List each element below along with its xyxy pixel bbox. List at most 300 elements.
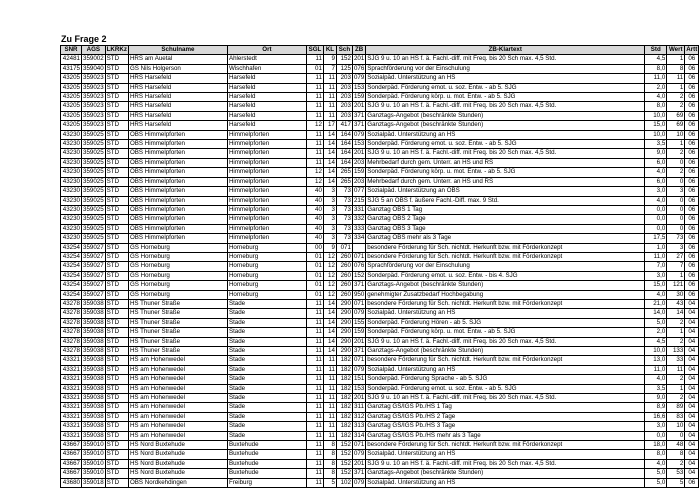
cell-zb: 201 — [353, 337, 365, 345]
cell-ort: Himmelpforten — [227, 215, 306, 224]
cell-lkrkz: STD — [105, 309, 128, 318]
cell-artt: 04 — [685, 328, 699, 337]
cell-ags: 359038 — [83, 337, 104, 345]
cell-sgl: 11 — [306, 384, 323, 393]
cell-wert: 2 — [667, 375, 685, 384]
cell-std: 4,0 — [645, 196, 667, 205]
cell-sch: 73 — [336, 196, 352, 205]
cell-kl: 3 — [323, 196, 336, 205]
cell-wert: 69 — [667, 111, 685, 120]
cell-artt: 04 — [685, 412, 699, 421]
cell-sch: 203 — [336, 111, 352, 120]
cell-sgl: 40 — [306, 234, 323, 243]
cell-lkrkz: STD — [105, 252, 128, 261]
cell-snr: 43680 — [61, 478, 82, 487]
cell-schulname: HS Nord Buxtehude — [128, 459, 227, 468]
cell-zb-klartext: Sozialpäd. Unterstützung an HS — [366, 478, 645, 487]
cell-lkrkz: STD — [105, 394, 128, 403]
cell-artt: 06 — [685, 111, 699, 120]
table-row — [61, 403, 699, 412]
cell-zb-klartext: Ganztag GS/IGS Pb./HS 3 Tage — [366, 422, 645, 431]
cell-ags: 359023 — [83, 111, 104, 119]
cell-ort: Himmelpforten — [227, 158, 306, 167]
cell-schulname: HS am Hohenwedel — [128, 431, 227, 440]
cell-zb: 314 — [353, 431, 365, 439]
table-row — [61, 196, 699, 205]
cell-ags: 359038 — [83, 347, 104, 354]
cell-wert: 2 — [667, 318, 685, 327]
cell-zb-klartext: besondere Förderung für Sch. nichtdt. Herkunft bzw. mit Förderkonzept — [366, 441, 645, 450]
cell-schulname: HS am Hohenwedel — [128, 403, 227, 412]
cell-kl: 12 — [323, 262, 336, 271]
cell-ags: 359023 — [83, 121, 104, 129]
table-row — [61, 394, 699, 403]
cell-kl: 14 — [323, 347, 336, 356]
cell-sch: 260 — [336, 290, 352, 299]
column-header-snr: SNR — [61, 46, 82, 55]
cell-schulname: HRS Harsefeld — [128, 74, 227, 83]
cell-lkrkz: STD — [105, 459, 128, 468]
cell-kl: 14 — [323, 318, 336, 327]
cell-artt: 04 — [685, 403, 699, 412]
cell-zb-klartext: Sozialpäd. Unterstützung an HS — [366, 74, 645, 83]
cell-sgl: 11 — [306, 102, 323, 111]
cell-sgl: 01 — [306, 262, 323, 271]
cell-std: 13,0 — [645, 356, 667, 365]
cell-snr: 43205 — [61, 93, 82, 102]
cell-snr: 43278 — [61, 328, 82, 337]
cell-sch: 182 — [336, 394, 352, 403]
cell-artt: 04 — [685, 469, 699, 478]
table-row — [61, 74, 699, 83]
cell-snr: 43321 — [61, 403, 82, 412]
cell-snr: 43205 — [61, 111, 82, 120]
cell-artt: 06 — [685, 83, 699, 92]
cell-sch: 290 — [336, 309, 352, 318]
cell-sgl: 01 — [306, 271, 323, 280]
cell-ort: Stade — [227, 375, 306, 384]
cell-artt: 04 — [685, 450, 699, 459]
cell-schulname: GS Horneburg — [128, 281, 227, 290]
cell-kl: 8 — [323, 459, 336, 468]
cell-zb-klartext: besondere Förderung für Sch. nichtdt. Herkunft bzw. mit Förderkonzept — [366, 252, 645, 261]
cell-wert: 83 — [667, 412, 685, 421]
cell-snr: 43254 — [61, 243, 82, 252]
cell-lkrkz: STD — [105, 375, 128, 384]
cell-snr: 43230 — [61, 149, 82, 158]
cell-snr: 43205 — [61, 121, 82, 130]
cell-snr: 43667 — [61, 459, 82, 468]
table-row — [61, 365, 699, 374]
table-row — [61, 102, 699, 111]
cell-zb: 201 — [353, 459, 365, 467]
cell-ags: 359010 — [83, 459, 104, 467]
cell-lkrkz: STD — [105, 469, 128, 478]
cell-ags: 359025 — [83, 224, 104, 232]
cell-zb-klartext: besondere Förderung für Sch. nichtdt. Herkunft bzw. mit Förderkonzept — [366, 299, 645, 308]
cell-artt: 06 — [685, 121, 699, 130]
table-row — [61, 271, 699, 280]
cell-wert: 14 — [667, 309, 685, 318]
cell-sgl: 11 — [306, 93, 323, 102]
cell-std: 1,0 — [645, 243, 667, 252]
table-row — [61, 187, 699, 196]
table-row — [61, 281, 699, 290]
cell-sgl: 12 — [306, 121, 323, 130]
cell-ort: Harsefeld — [227, 93, 306, 102]
cell-kl: 14 — [323, 168, 336, 177]
column-header-ort: Ort — [227, 46, 306, 55]
cell-snr: 43230 — [61, 224, 82, 233]
cell-snr: 43230 — [61, 187, 82, 196]
cell-lkrkz: STD — [105, 130, 128, 139]
cell-ort: Himmelpforten — [227, 177, 306, 186]
cell-wert: 8 — [667, 64, 685, 73]
cell-artt: 04 — [685, 347, 699, 356]
cell-zb-klartext: Sonderpäd. Förderung emot. u. soz. Entw. - ab 5. SJG — [366, 384, 645, 393]
cell-snr: 43278 — [61, 318, 82, 327]
cell-wert: 121 — [667, 281, 685, 290]
cell-lkrkz: STD — [105, 450, 128, 459]
table-row — [61, 431, 699, 440]
cell-ort: Horneburg — [227, 262, 306, 271]
cell-sch: 260 — [336, 271, 352, 280]
cell-lkrkz: STD — [105, 347, 128, 356]
cell-std: 3,5 — [645, 384, 667, 393]
cell-ags: 359038 — [83, 422, 104, 430]
cell-sch: 152 — [336, 469, 352, 478]
cell-lkrkz: STD — [105, 83, 128, 92]
table-row — [61, 318, 699, 327]
cell-artt: 04 — [685, 337, 699, 346]
column-header-artt: Artt — [686, 46, 698, 53]
cell-ags: 359038 — [83, 431, 104, 439]
cell-wert: 1 — [667, 83, 685, 92]
cell-std: 21,0 — [645, 299, 667, 308]
cell-artt: 06 — [685, 130, 699, 139]
table-row — [61, 384, 699, 393]
cell-zb-klartext: Sonderpäd. Förderung körp. u. mot. Entw. - ab 5. SJG — [366, 168, 645, 177]
cell-snr: 43254 — [61, 271, 82, 280]
cell-std: 6,0 — [645, 158, 667, 167]
cell-zb-klartext: SJG 9 u. 10 an HS f. ä. Fachl.-diff. mit Freq. bis 20 Sch max. 4,5 Std. — [366, 459, 645, 468]
cell-schulname: OBS Nordkehdingen — [128, 478, 227, 487]
cell-schulname: OBS Himmelpforten — [128, 234, 227, 243]
cell-std: 7,0 — [645, 262, 667, 271]
cell-artt: 06 — [685, 271, 699, 280]
cell-sch: 290 — [336, 318, 352, 327]
cell-snr: 43667 — [61, 450, 82, 459]
cell-kl: 14 — [323, 177, 336, 186]
cell-lkrkz: STD — [105, 74, 128, 83]
cell-sgl: 11 — [306, 459, 323, 468]
table-row — [61, 252, 699, 261]
cell-lkrkz: STD — [105, 177, 128, 186]
table-row — [61, 234, 699, 243]
table-row — [61, 83, 699, 92]
cell-sgl: 11 — [306, 111, 323, 120]
cell-wert: 1 — [667, 140, 685, 149]
cell-wert: 89 — [667, 403, 685, 412]
cell-snr: 43321 — [61, 375, 82, 384]
cell-snr: 43321 — [61, 431, 82, 440]
cell-lkrkz: STD — [105, 215, 128, 224]
cell-sgl: 11 — [306, 299, 323, 308]
cell-sgl: 11 — [306, 55, 323, 64]
cell-schulname: OBS Himmelpforten — [128, 187, 227, 196]
cell-zb: 334 — [353, 234, 365, 242]
cell-wert: 1 — [667, 328, 685, 337]
cell-lkrkz: STD — [105, 412, 128, 421]
cell-lkrkz: STD — [105, 431, 128, 440]
cell-artt: 04 — [685, 441, 699, 450]
cell-schulname: OBS Himmelpforten — [128, 149, 227, 158]
cell-wert: 48 — [667, 441, 685, 450]
cell-zb-klartext: Ganztags-Angebot (beschränkte Stunden) — [366, 347, 645, 356]
cell-snr: 43278 — [61, 299, 82, 308]
cell-std: 17,5 — [645, 234, 667, 243]
cell-schulname: HS Thuner Straße — [128, 299, 227, 308]
cell-artt: 04 — [685, 375, 699, 384]
table-row — [61, 149, 699, 158]
cell-schulname: OBS Himmelpforten — [128, 177, 227, 186]
cell-sch: 152 — [336, 441, 352, 450]
cell-ort: Buxtehude — [227, 450, 306, 459]
cell-zb-klartext: Sonderpäd. Förderung körp. u. mot. Entw. - ab 5. SJG — [366, 93, 645, 102]
cell-std: 4,0 — [645, 290, 667, 299]
cell-snr: 43230 — [61, 215, 82, 224]
cell-sch: 290 — [336, 299, 352, 308]
cell-artt: 06 — [685, 290, 699, 299]
cell-ags: 359023 — [83, 102, 104, 110]
cell-std: 11,0 — [645, 365, 667, 374]
cell-zb-klartext: Ganztags-Angebot (beschränkte Stunden) — [366, 111, 645, 120]
cell-snr: 43230 — [61, 205, 82, 214]
cell-zb-klartext: Ganztag GS/IGS Pb./HS 2 Tage — [366, 412, 645, 421]
cell-ags: 359025 — [83, 177, 104, 185]
cell-sch: 164 — [336, 158, 352, 167]
cell-ags: 359025 — [83, 205, 104, 213]
cell-zb: 071 — [353, 299, 365, 307]
cell-kl: 11 — [323, 431, 336, 440]
cell-lkrkz: STD — [105, 403, 128, 412]
cell-artt: 06 — [685, 140, 699, 149]
cell-std: 5,0 — [645, 318, 667, 327]
cell-std: 4,5 — [645, 55, 667, 64]
cell-snr: 43205 — [61, 74, 82, 83]
cell-sgl: 11 — [306, 450, 323, 459]
cell-kl: 11 — [323, 412, 336, 421]
cell-ags: 359018 — [83, 478, 104, 486]
cell-schulname: HS am Hohenwedel — [128, 365, 227, 374]
cell-sch: 73 — [336, 205, 352, 214]
cell-zb-klartext: Sonderpäd. Förderung Sprache - ab 5. SJG — [366, 375, 645, 384]
table-header-row — [61, 46, 699, 55]
cell-ags: 359025 — [83, 234, 104, 242]
cell-std: 0,0 — [645, 224, 667, 233]
cell-artt: 06 — [685, 281, 699, 290]
cell-artt: 06 — [685, 149, 699, 158]
cell-sgl: 11 — [306, 74, 323, 83]
cell-sch: 203 — [336, 83, 352, 92]
cell-lkrkz: STD — [105, 356, 128, 365]
cell-artt: 06 — [685, 215, 699, 224]
cell-ags: 359025 — [83, 140, 104, 148]
table-row — [61, 337, 699, 346]
cell-ags: 359038 — [83, 412, 104, 420]
cell-ags: 359027 — [83, 252, 104, 260]
cell-lkrkz: STD — [105, 365, 128, 374]
cell-sgl: 40 — [306, 196, 323, 205]
cell-zb-klartext: Ganztag OBS 1 Tag — [366, 205, 645, 214]
cell-lkrkz: STD — [105, 93, 128, 102]
cell-wert: 7 — [667, 262, 685, 271]
cell-std: 9,0 — [645, 394, 667, 403]
cell-kl: 11 — [323, 403, 336, 412]
cell-kl: 11 — [323, 365, 336, 374]
cell-schulname: HS Nord Buxtehude — [128, 469, 227, 478]
cell-snr: 43321 — [61, 384, 82, 393]
cell-zb: 159 — [353, 328, 365, 336]
cell-lkrkz: STD — [105, 196, 128, 205]
cell-std: 8,0 — [645, 64, 667, 73]
cell-ags: 359027 — [83, 271, 104, 279]
cell-snr: 43205 — [61, 83, 82, 92]
cell-std: 10,0 — [645, 347, 667, 356]
cell-ags: 359023 — [83, 83, 104, 91]
cell-schulname: HS am Hohenwedel — [128, 375, 227, 384]
cell-sgl: 11 — [306, 403, 323, 412]
cell-kl: 11 — [323, 356, 336, 365]
cell-sch: 182 — [336, 403, 352, 412]
cell-ort: Horneburg — [227, 243, 306, 252]
cell-ags: 359038 — [83, 375, 104, 383]
cell-artt: 06 — [685, 64, 699, 73]
cell-sgl: 11 — [306, 422, 323, 431]
cell-wert: 0 — [667, 224, 685, 233]
table-row — [61, 158, 699, 167]
cell-std: 15,0 — [645, 281, 667, 290]
cell-ort: Horneburg — [227, 290, 306, 299]
cell-ort: Stade — [227, 356, 306, 365]
table-row — [61, 309, 699, 318]
cell-artt: 06 — [685, 177, 699, 186]
data-table — [60, 45, 699, 488]
cell-lkrkz: STD — [105, 55, 128, 64]
cell-sgl: 11 — [306, 441, 323, 450]
cell-snr: 42481 — [61, 55, 82, 64]
cell-snr: 43321 — [61, 394, 82, 403]
cell-lkrkz: STD — [105, 205, 128, 214]
cell-std: 0,0 — [645, 205, 667, 214]
cell-schulname: HRS Harsefeld — [128, 102, 227, 111]
cell-zb-klartext: Ganztag GS/IGS Pb./HS mehr als 3 Tage — [366, 431, 645, 440]
cell-lkrkz: STD — [105, 384, 128, 393]
table-row — [61, 290, 699, 299]
cell-wert: 2 — [667, 102, 685, 111]
cell-sch: 203 — [336, 74, 352, 83]
cell-sgl: 11 — [306, 431, 323, 440]
cell-ort: Buxtehude — [227, 441, 306, 450]
cell-zb: 076 — [353, 262, 365, 270]
cell-ags: 359027 — [83, 262, 104, 270]
cell-zb: 203 — [353, 158, 365, 166]
cell-ags: 359038 — [83, 394, 104, 402]
cell-artt: 04 — [685, 384, 699, 393]
cell-ort: Stade — [227, 394, 306, 403]
cell-sch: 182 — [336, 431, 352, 440]
cell-zb: 071 — [353, 252, 365, 260]
cell-sgl: 11 — [306, 478, 323, 487]
cell-zb: 203 — [353, 177, 365, 185]
table-row — [61, 243, 699, 252]
cell-schulname: HRS am Auetal — [128, 55, 227, 64]
cell-ort: Stade — [227, 299, 306, 308]
cell-ort: Horneburg — [227, 252, 306, 261]
cell-ags: 359038 — [83, 318, 104, 326]
cell-zb-klartext: Ganztag GS/IGS Pb./HS 1 Tag — [366, 403, 645, 412]
cell-schulname: HRS Harsefeld — [128, 83, 227, 92]
cell-sgl: 11 — [306, 412, 323, 421]
cell-sch: 164 — [336, 149, 352, 158]
column-header-std: Std — [645, 46, 667, 55]
cell-zb: 079 — [353, 130, 365, 138]
cell-sgl: 11 — [306, 347, 323, 356]
cell-wert: 5 — [667, 478, 685, 487]
cell-sgl: 11 — [306, 337, 323, 346]
cell-wert: 0 — [667, 177, 685, 186]
cell-lkrkz: STD — [105, 140, 128, 149]
cell-lkrkz: STD — [105, 224, 128, 233]
cell-zb: 076 — [353, 64, 365, 72]
table-row — [61, 93, 699, 102]
cell-std: 3,0 — [645, 187, 667, 196]
cell-wert: 8 — [667, 450, 685, 459]
cell-wert: 11 — [667, 74, 685, 83]
cell-zb-klartext: SJG 9 u. 10 an HS f. ä. Fachl.-diff. mit Freq. bis 20 Sch max. 4,5 Std. — [366, 149, 645, 158]
cell-wert: 0 — [667, 215, 685, 224]
cell-zb: 333 — [353, 224, 365, 232]
cell-sch: 290 — [336, 347, 352, 356]
cell-zb: 079 — [353, 74, 365, 82]
cell-schulname: GS Horneburg — [128, 290, 227, 299]
cell-artt: 04 — [685, 431, 699, 440]
cell-zb-klartext: SJG 9 u. 10 an HS f. ä. Fachl.-diff. mit Freq. bis 20 Sch max. 4,5 Std. — [366, 55, 645, 64]
cell-ort: Harsefeld — [227, 111, 306, 120]
cell-sch: 152 — [336, 450, 352, 459]
cell-sgl: 11 — [306, 318, 323, 327]
cell-ort: Harsefeld — [227, 121, 306, 130]
cell-artt: 04 — [685, 394, 699, 403]
cell-kl: 11 — [323, 394, 336, 403]
cell-sch: 73 — [336, 234, 352, 243]
cell-wert: 1 — [667, 271, 685, 280]
cell-schulname: OBS Himmelpforten — [128, 140, 227, 149]
cell-ags: 359038 — [83, 299, 104, 307]
cell-zb-klartext: SJG 9 u. 10 an HS f. ä. Fachl.-diff. mit Freq. bis 20 Sch max. 4,5 Std. — [366, 102, 645, 111]
cell-kl: 9 — [323, 55, 336, 64]
cell-sch: 125 — [336, 64, 352, 73]
cell-ort: Himmelpforten — [227, 168, 306, 177]
cell-std: 4,0 — [645, 93, 667, 102]
cell-zb-klartext: Sozialpäd. Unterstützung an HS — [366, 130, 645, 139]
cell-sgl: 00 — [306, 243, 323, 252]
cell-artt: 06 — [685, 243, 699, 252]
table-row — [61, 422, 699, 431]
cell-zb: 071 — [353, 441, 365, 449]
cell-artt: 04 — [685, 299, 699, 308]
cell-zb: 201 — [353, 102, 365, 110]
